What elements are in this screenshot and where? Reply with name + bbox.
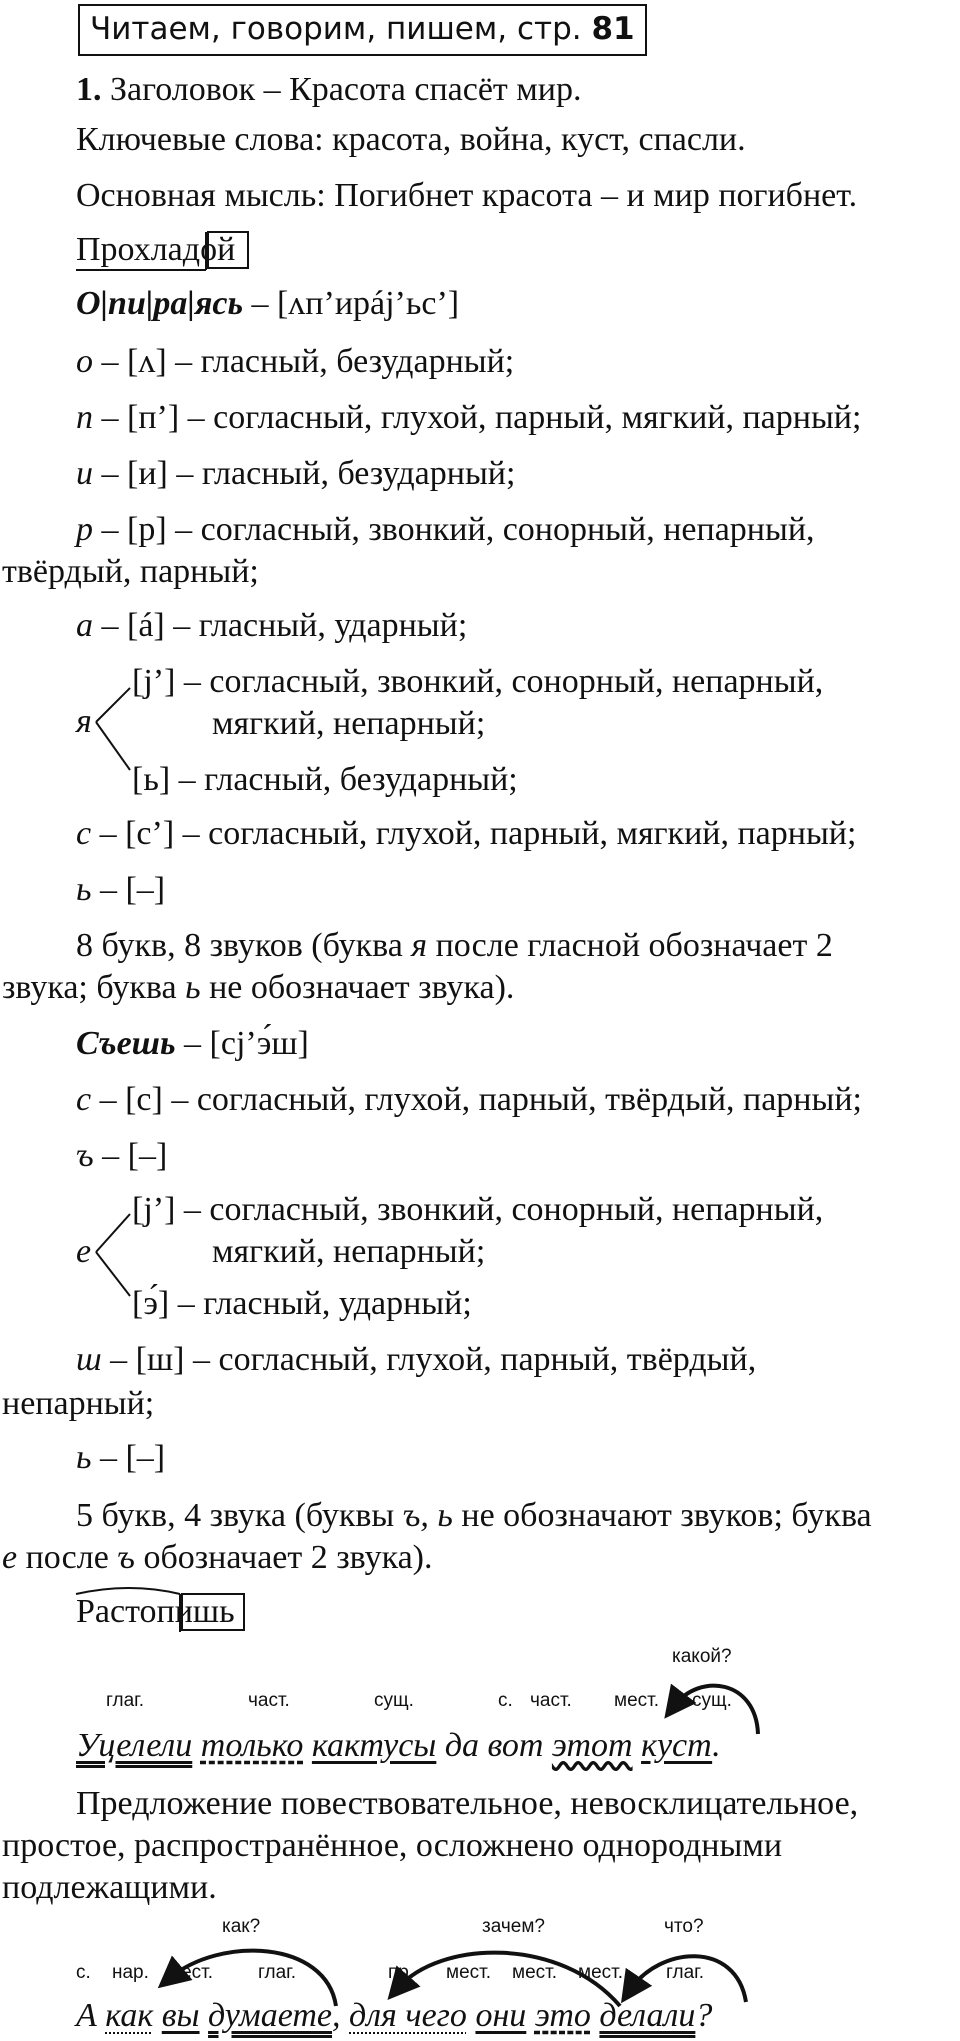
ya-branch1: [j’] – согласный, звонкий, сонорный, непарный, — [132, 663, 824, 700]
analysis2-summary: 5 букв, 4 звука (буквы ъ, ь не обозначают звуков; буква — [76, 1497, 872, 1534]
sentence-word: они — [475, 1997, 527, 2034]
ya-letter: я — [76, 703, 92, 740]
analysis2-summary-cont: е после ъ обозначает 2 звука). — [2, 1539, 433, 1576]
sentence1: Уцелели только кактусы да вот этот куст. — [76, 1727, 721, 1764]
sentence-word: только — [200, 1727, 304, 1764]
sentence-word: думаете — [208, 1997, 333, 2034]
sentence-word: Уцелели — [76, 1727, 193, 1764]
analysis2-transcription: – [сj’э́ш] — [175, 1025, 309, 1062]
description-line: подлежащими. — [2, 1869, 217, 1906]
pos-label: мест. — [446, 1962, 492, 1983]
analysis1-line: о – [ʌ] – гласный, безударный; — [76, 343, 515, 380]
header-page: 81 — [591, 11, 635, 47]
analysis1-word: О|пи|ра|ясь — [76, 285, 243, 322]
analysis1-line: и – [и] – гласный, безударный; — [76, 455, 516, 492]
analysis2-line: ъ – [–] — [76, 1137, 168, 1174]
word-prohladoy: Прохладой — [76, 231, 236, 268]
pos-label: глаг. — [666, 1962, 705, 1983]
sentence-word: да вот — [444, 1727, 544, 1764]
analysis2-line: непарный; — [2, 1385, 155, 1422]
analysis2-head — [76, 1024, 309, 1064]
pos-label: глаг. — [258, 1962, 297, 1983]
task-line — [76, 70, 581, 110]
sentence-word: как — [105, 1997, 154, 2034]
sentence-word: кактусы — [311, 1727, 437, 1764]
pos-label: нар. — [112, 1962, 149, 1983]
e-branch1: [j’] – согласный, звонкий, сонорный, непарный, — [132, 1191, 824, 1228]
keywords-line: Ключевые слова: красота, война, куст, спасли. — [76, 121, 746, 158]
header-title: Читаем, говорим, пишем, стр. — [90, 11, 582, 47]
analysis1-line: р – [р] – согласный, звонкий, сонорный, непарный, — [76, 511, 815, 548]
analysis1-summary-cont: звука; буква ь не обозначает звука). — [2, 969, 515, 1006]
analysis1-line: с – [с’] – согласный, глухой, парный, мягкий, парный; — [76, 815, 857, 852]
word-rastopish: Растопишь — [76, 1593, 235, 1630]
pos-label: сущ. — [692, 1690, 732, 1711]
task-number: 1. — [76, 71, 102, 108]
pos-label: мест. — [614, 1690, 660, 1711]
analysis1-summary: 8 букв, 8 звуков (буква я после гласной обозначает 2 — [76, 927, 833, 964]
page-header — [78, 4, 647, 56]
sentence-word: куст — [641, 1727, 713, 1764]
question-label: как? — [222, 1916, 261, 1937]
question-label: какой? — [672, 1646, 732, 1667]
pos-label: сущ. — [374, 1690, 414, 1711]
main-idea-line: Основная мысль: Погибнет красота – и мир погибнет. — [76, 177, 858, 214]
sentence-word: вы — [161, 1997, 200, 2034]
e-branch2: [э́] – гласный, ударный; — [132, 1285, 472, 1322]
e-branch1-cont: мягкий, непарный; — [212, 1233, 486, 1270]
analysis2-line: ш – [ш] – согласный, глухой, парный, твёрдый, — [76, 1341, 757, 1378]
sentence2: А как вы думаете, для чего они это делали? — [76, 1997, 713, 2034]
pos-label: част. — [530, 1690, 572, 1711]
pos-label: с. — [76, 1962, 91, 1983]
pos-label: част. — [248, 1690, 290, 1711]
analysis2-line: с – [с] – согласный, глухой, парный, твёрдый, парный; — [76, 1081, 862, 1118]
sentence-word: это — [534, 1997, 591, 2034]
pos-label: мест. — [168, 1962, 214, 1983]
analysis1-line: ь – [–] — [76, 871, 166, 908]
pos-label: мест. — [578, 1962, 624, 1983]
description-line: Предложение повествовательное, невосклицательное, — [76, 1785, 859, 1822]
pos-label: глаг. — [106, 1690, 145, 1711]
analysis1-line: п – [п’] – согласный, глухой, парный, мягкий, парный; — [76, 399, 862, 436]
analysis1-transcription: – [ʌп’ирáj’ьс’] — [242, 285, 460, 322]
description-line: простое, распространённое, осложнено однородными — [2, 1827, 783, 1864]
sentence-word: делали — [599, 1997, 696, 2034]
ya-branch1-cont: мягкий, непарный; — [212, 705, 486, 742]
pos-label: мест. — [512, 1962, 558, 1983]
analysis1-line: а – [á] – гласный, ударный; — [76, 607, 468, 644]
sentence-word: А — [76, 1997, 97, 2034]
question-label: что? — [664, 1916, 704, 1937]
pos-label: с. — [498, 1690, 513, 1711]
sentence-word: этот — [551, 1727, 633, 1764]
e-letter: е — [76, 1233, 92, 1270]
analysis1-line: твёрдый, парный; — [2, 553, 259, 590]
sentence-word: для чего — [349, 1997, 467, 2034]
question-label: зачем? — [482, 1916, 545, 1937]
ya-branch2: [ь] – гласный, безударный; — [132, 761, 518, 798]
analysis2-line: ь – [–] — [76, 1439, 166, 1476]
task-text: Заголовок – Красота спасёт мир. — [101, 71, 582, 108]
pos-label: пр. — [388, 1962, 415, 1983]
analysis1-head — [76, 284, 459, 324]
analysis2-word: Съешь — [76, 1025, 176, 1062]
